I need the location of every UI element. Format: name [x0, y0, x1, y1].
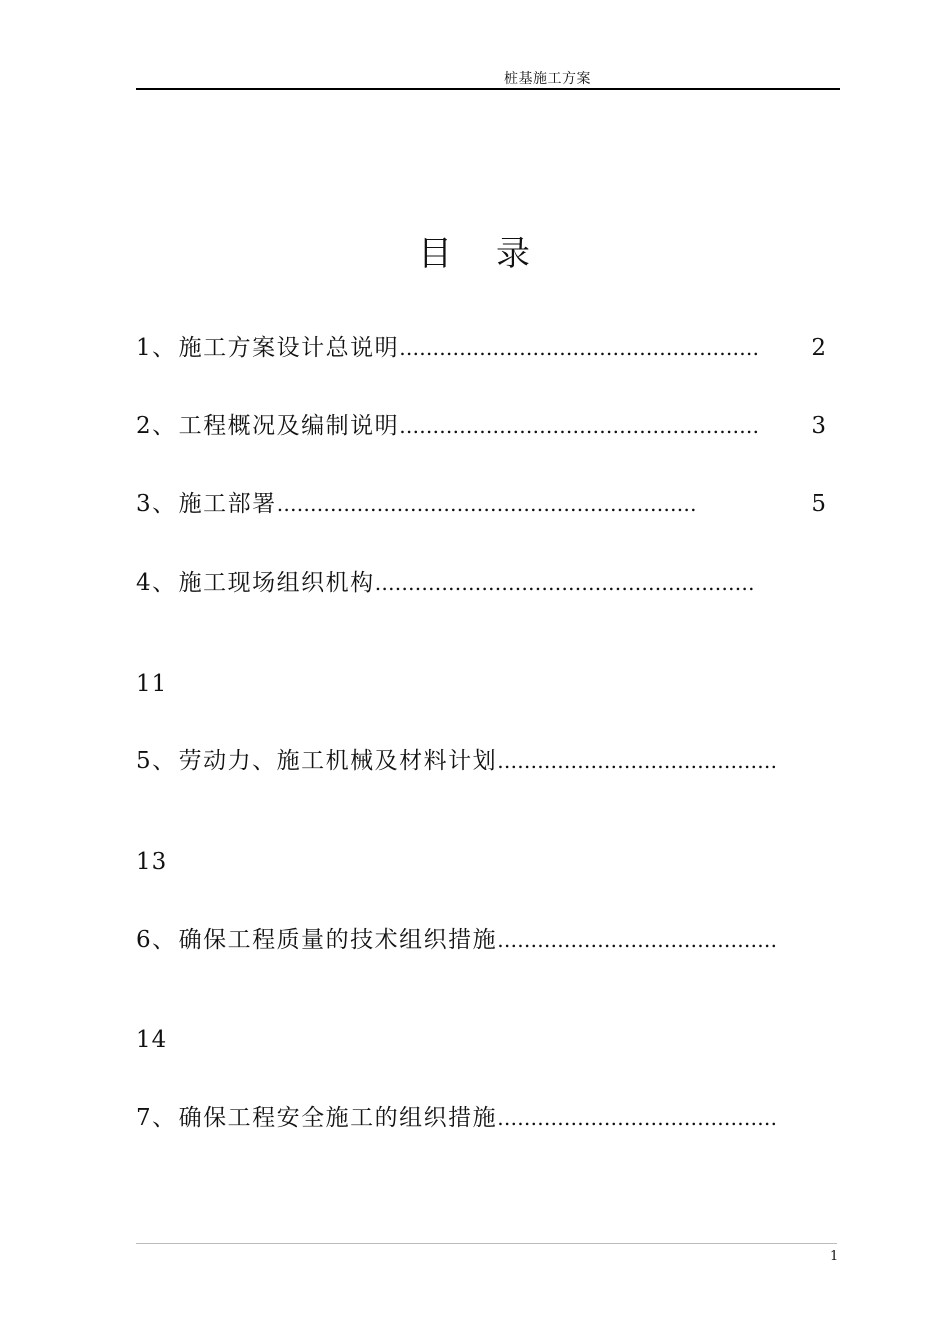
- footer-rule: [136, 1243, 837, 1244]
- header-rule: [136, 88, 840, 90]
- toc-entry-page: 2: [811, 335, 826, 361]
- toc-entry-5[interactable]: [136, 744, 836, 778]
- header-title: 桩基施工方案: [504, 71, 591, 87]
- toc-entry-6-page: 14: [136, 1027, 168, 1053]
- toc-entry-label: 施工现场组织机构: [178, 570, 375, 596]
- toc-entry-6[interactable]: [136, 923, 836, 957]
- toc-entry-label: 劳动力、施工机械及材料计划: [178, 748, 498, 774]
- toc-entry-7[interactable]: [136, 1101, 836, 1135]
- toc-leader-dots: ……………………………………: [497, 749, 778, 773]
- toc-entry-3[interactable]: [136, 487, 836, 521]
- toc-entry-number: 1、: [136, 335, 177, 361]
- toc-leader-dots: ………………………………………………: [399, 336, 760, 360]
- toc-leader-dots: ………………………………………………………: [276, 492, 697, 516]
- toc-entry-1[interactable]: [136, 331, 836, 365]
- toc-entry-5-page: 13: [136, 849, 168, 875]
- toc-leader-dots: ……………………………………: [497, 928, 778, 952]
- toc-entry-label: 工程概况及编制说明: [178, 413, 400, 439]
- page-header: [0, 66, 950, 88]
- toc-entry-page: 3: [811, 413, 826, 439]
- toc-entry-label: 施工部署: [178, 491, 277, 517]
- toc-entry-number: 7、: [136, 1105, 177, 1131]
- toc-title: 目录: [418, 234, 574, 274]
- toc-entry-label: 施工方案设计总说明: [178, 335, 400, 361]
- toc-entry-label: 确保工程安全施工的组织措施: [178, 1105, 498, 1131]
- toc-entry-4-page: 11: [136, 671, 168, 697]
- toc-entry-2[interactable]: [136, 409, 836, 443]
- toc-entry-number: 4、: [136, 570, 177, 596]
- toc-leader-dots: ………………………………………………: [399, 414, 760, 438]
- toc-entry-number: 6、: [136, 927, 177, 953]
- toc-entry-number: 3、: [136, 491, 177, 517]
- toc-leader-dots: …………………………………………………: [374, 571, 755, 595]
- toc-entry-label: 确保工程质量的技术组织措施: [178, 927, 498, 953]
- toc-entry-4[interactable]: [136, 566, 836, 600]
- page-number: 1: [830, 1249, 839, 1264]
- toc-entry-page: 5: [811, 491, 826, 517]
- toc-entry-number: 5、: [136, 748, 177, 774]
- toc-leader-dots: ……………………………………: [497, 1106, 778, 1130]
- toc-entry-number: 2、: [136, 413, 177, 439]
